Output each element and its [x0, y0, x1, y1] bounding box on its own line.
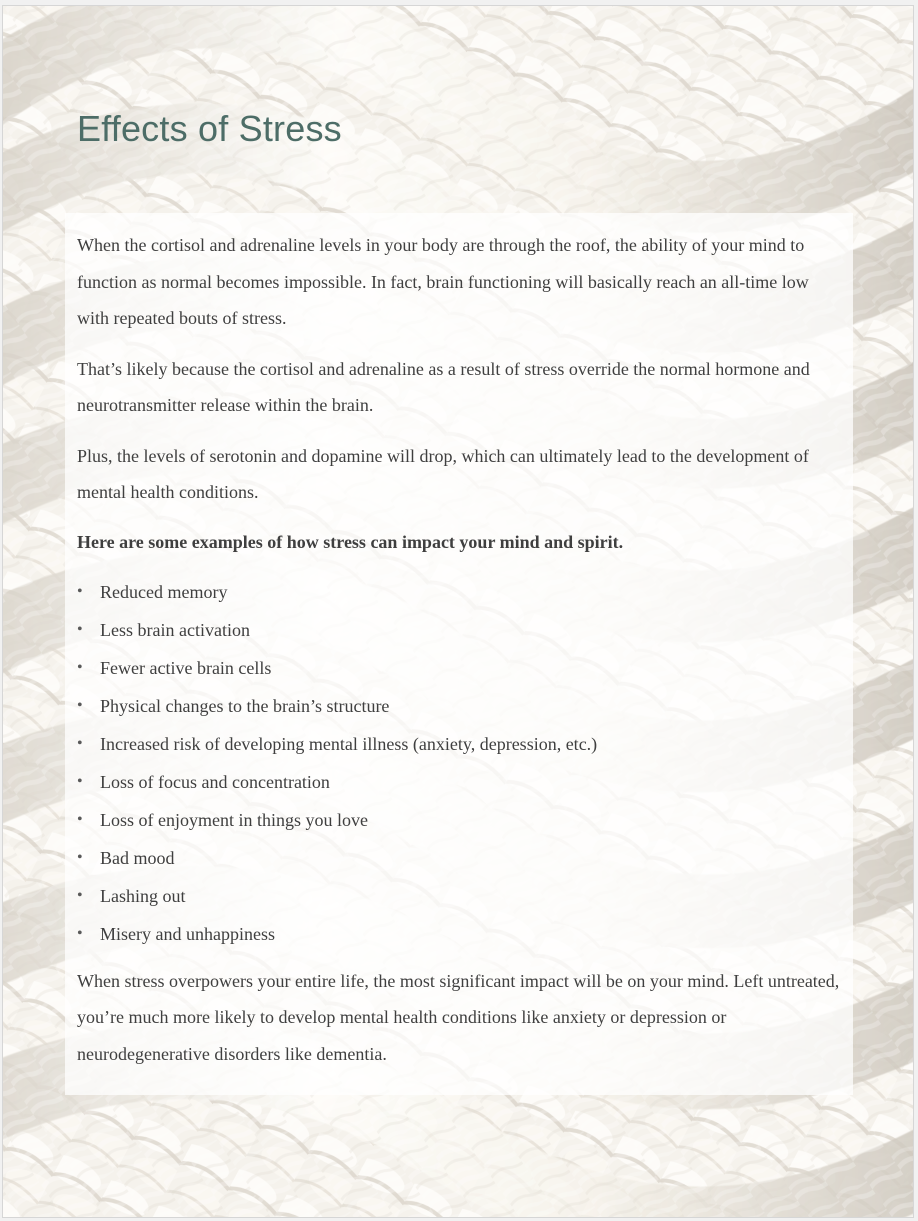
bullet-icon: •	[77, 848, 83, 866]
list-item-misery	[77, 915, 841, 953]
list-item-label: Physical changes to the brain’s structure	[100, 695, 390, 716]
list-item-lashing-out	[77, 877, 841, 915]
list-item-label: Less brain activation	[100, 619, 250, 640]
list-item-mental-illness-risk	[77, 725, 841, 763]
bullet-icon: •	[77, 734, 83, 752]
list-item-fewer-active-brain-cells	[77, 649, 841, 687]
bullet-icon: •	[77, 886, 83, 904]
bullet-icon: •	[77, 582, 83, 600]
list-item-brain-structure	[77, 687, 841, 725]
list-item-label: Increased risk of developing mental illness (anxiety, depression, etc.)	[100, 733, 598, 754]
bullet-icon: •	[77, 810, 83, 828]
list-item-enjoyment-loss	[77, 801, 841, 839]
list-item-reduced-memory	[77, 573, 841, 611]
intro-paragraph-1: When the cortisol and adrenaline levels in your body are through the roof, the ability of your mind to function as normal becomes impossible. In fact, brain functioning will basically reach an all-time low with repeated bouts of stress.	[77, 235, 809, 328]
bullet-icon: •	[77, 924, 83, 942]
list-item-label: Misery and unhappiness	[100, 923, 275, 944]
bullet-icon: •	[77, 620, 83, 638]
list-item-label: Reduced memory	[100, 581, 228, 602]
intro-paragraph-3: Plus, the levels of serotonin and dopamine will drop, which can ultimately lead to the development of mental health conditions.	[77, 445, 809, 502]
list-item-bad-mood	[77, 839, 841, 877]
intro-paragraph-2: That’s likely because the cortisol and adrenaline as a result of stress override the normal hormone and neurotransmitter release within the brain.	[77, 358, 810, 415]
stress-effects-list	[77, 573, 841, 953]
list-item-label: Fewer active brain cells	[100, 657, 272, 678]
document-page	[2, 5, 914, 1218]
bullet-icon: •	[77, 658, 83, 676]
bullet-icon: •	[77, 696, 83, 714]
list-item-label: Loss of focus and concentration	[100, 771, 330, 792]
examples-heading: Here are some examples of how stress can impact your mind and spirit.	[77, 531, 624, 552]
page-title: Effects of Stress	[77, 108, 342, 149]
list-item-less-brain-activation	[77, 611, 841, 649]
bullet-icon: •	[77, 772, 83, 790]
list-item-label: Bad mood	[100, 847, 175, 868]
content-panel	[65, 213, 853, 1095]
list-item-label: Lashing out	[100, 885, 186, 906]
list-item-focus-loss	[77, 763, 841, 801]
list-item-label: Loss of enjoyment in things you love	[100, 809, 368, 830]
closing-paragraph: When stress overpowers your entire life, the most significant impact will be on your mind. Left untreated, you’re much more likely to develop mental health conditions like anxiety or depression or neurodegenerative disorders like dementia.	[77, 970, 840, 1064]
